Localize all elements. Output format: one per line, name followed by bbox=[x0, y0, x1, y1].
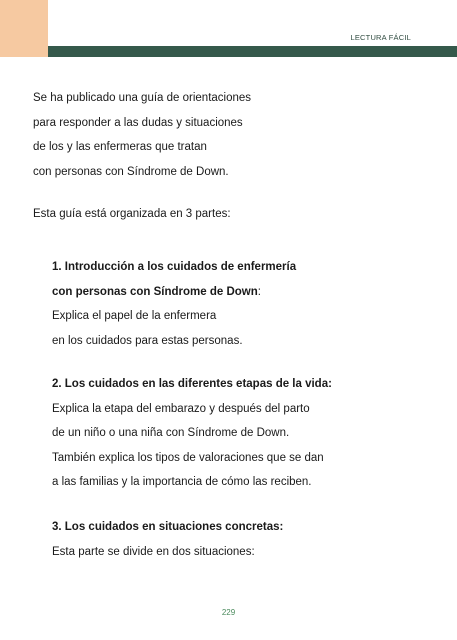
part-1-title-text: con personas con Síndrome de Down bbox=[52, 285, 258, 298]
page-number: 229 bbox=[221, 608, 236, 617]
intro-paragraph bbox=[33, 86, 251, 184]
intro-line: con personas con Síndrome de Down. bbox=[33, 165, 229, 178]
part-2-body-line: También explica los tipos de valoraciones que se dan bbox=[52, 451, 324, 464]
part-3 bbox=[52, 515, 283, 564]
structure-line: Esta guía está organizada en 3 partes: bbox=[33, 208, 231, 220]
part-2-title: 2. Los cuidados en las diferentes etapas de la vida: bbox=[52, 378, 332, 390]
part-2 bbox=[52, 372, 332, 495]
part-3-title: 3. Los cuidados en situaciones concretas: bbox=[52, 521, 284, 533]
structure-paragraph bbox=[33, 202, 231, 227]
part-2-body-line: Explica la etapa del embarazo y después del parto bbox=[52, 402, 310, 415]
part-1 bbox=[52, 255, 296, 353]
part-2-body-line: a las familias y la importancia de cómo las reciben. bbox=[52, 476, 312, 489]
section-label: LECTURA FÁCIL bbox=[350, 33, 411, 42]
part-3-body-line: Esta parte se divide en dos situaciones: bbox=[52, 545, 255, 558]
part-1-title-colon: : bbox=[257, 285, 261, 298]
intro-line: Se ha publicado una guía de orientaciones bbox=[33, 92, 252, 104]
part-1-body-line: Explica el papel de la enfermera bbox=[52, 310, 217, 323]
part-1-body-line: en los cuidados para estas personas. bbox=[52, 334, 243, 347]
intro-line: de los y las enfermeras que tratan bbox=[33, 141, 207, 154]
intro-line: para responder a las dudas y situaciones bbox=[33, 116, 243, 129]
part-1-title-line-2 bbox=[52, 280, 296, 305]
header-accent-orange bbox=[0, 0, 48, 57]
part-1-title: 1. Introducción a los cuidados de enfermería bbox=[52, 261, 297, 273]
header-accent-green bbox=[48, 46, 457, 57]
part-2-body-line: de un niño o una niña con Síndrome de Down. bbox=[52, 427, 290, 440]
